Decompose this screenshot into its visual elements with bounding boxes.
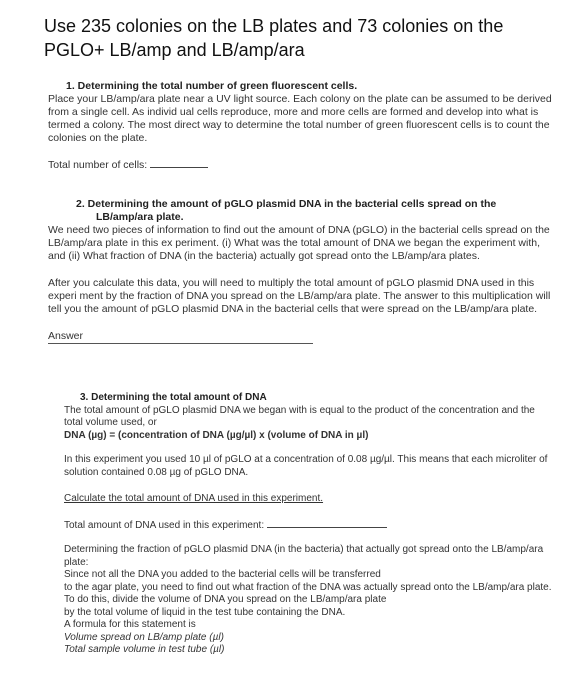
dna-formula: DNA (µg) = (concentration of DNA (µg/µl) x (volume of DNA in µl)	[64, 429, 369, 441]
title-line-2: PGLO+ LB/amp and LB/amp/ara	[44, 40, 305, 60]
section-2	[48, 198, 553, 344]
section-1-body: Place your LB/amp/ara plate near a UV light source. Each colony on the plate can be assumed to be derived from a single cell. As individ ual cells reproduce, more and more cells are formed and develop into what is termed a colony. The most direct way to determine the total number of green fluorescent cells is to count the colonies on the plate.	[48, 93, 552, 144]
answer-row	[48, 330, 553, 344]
fraction-line-2: to the agar plate, you need to find out what fraction of the DNA was actually spread onto the LB/amp/ara plate. To do this, divide the volume of DNA you spread on the LB/amp/ara plate	[64, 581, 552, 605]
answer-label: Answer	[48, 330, 84, 342]
fraction-numerator: Volume spread on LB/amp plate (µl)	[64, 631, 224, 643]
section-1	[48, 80, 553, 172]
title-line-1: Use 235 colonies on the LB plates and 73 colonies on the	[44, 16, 504, 36]
formula-label: A formula for this statement is	[64, 619, 196, 630]
page-title	[44, 14, 564, 62]
section-2-heading: 2. Determining the amount of pGLO plasmid DNA in the bacterial cells spread on the LB/amp/ara plate.	[76, 198, 497, 223]
fraction-denominator: Total sample volume in test tube (µl)	[64, 644, 225, 655]
total-cells-blank[interactable]	[150, 167, 208, 168]
total-dna-label: Total amount of DNA used in this experiment:	[64, 519, 265, 531]
fraction-line-3: by the total volume of liquid in the test tube containing the DNA.	[64, 606, 346, 618]
section-3-body-2: In this experiment you used 10 µl of pGLO at a concentration of 0.08 µg/µl. This means that each microliter of solution contained 0.08 µg of pGLO DNA.	[64, 454, 548, 478]
calc-instruction: Calculate the total amount of DNA used in this experiment.	[64, 493, 324, 504]
total-cells-label: Total number of cells:	[48, 159, 148, 171]
section-3-body: The total amount of pGLO plasmid DNA we began with is equal to the product of the concentration and the total volume used, or	[64, 404, 535, 428]
section-1-heading: 1. Determining the total number of green fluorescent cells.	[66, 80, 358, 92]
section-2-body: We need two pieces of information to find out the amount of DNA (pGLO) in the bacterial cells spread on the LB/amp/ara plate in this ex periment. (i) What was the total amount of DNA we began the experiment with, and (ii) What fraction of DNA (in the bacteria) actually got spread onto the LB/amp/ara plates.	[48, 224, 550, 262]
section-3	[64, 392, 554, 657]
total-dna-blank[interactable]	[267, 527, 387, 528]
fraction-line-1: Since not all the DNA you added to the bacterial cells will be transferred	[64, 569, 381, 580]
section-2-body-2: After you calculate this data, you will need to multiply the total amount of pGLO plasmid DNA used in this experi ment by the fraction of DNA you spread on the LB/amp/ara plate. The answer to this multiplication will tell you the amount of pGLO plasmid DNA in the bacterial cells that were spread on the LB/amp/ara plate.	[48, 277, 551, 315]
fraction-heading: Determining the fraction of pGLO plasmid DNA (in the bacteria) that actually got spread onto the LB/amp/ara plate:	[64, 544, 544, 568]
total-dna-row	[64, 520, 554, 533]
total-cells-row	[48, 159, 553, 172]
answer-field[interactable]	[48, 330, 313, 344]
section-3-heading: 3. Determining the total amount of DNA	[80, 392, 267, 403]
